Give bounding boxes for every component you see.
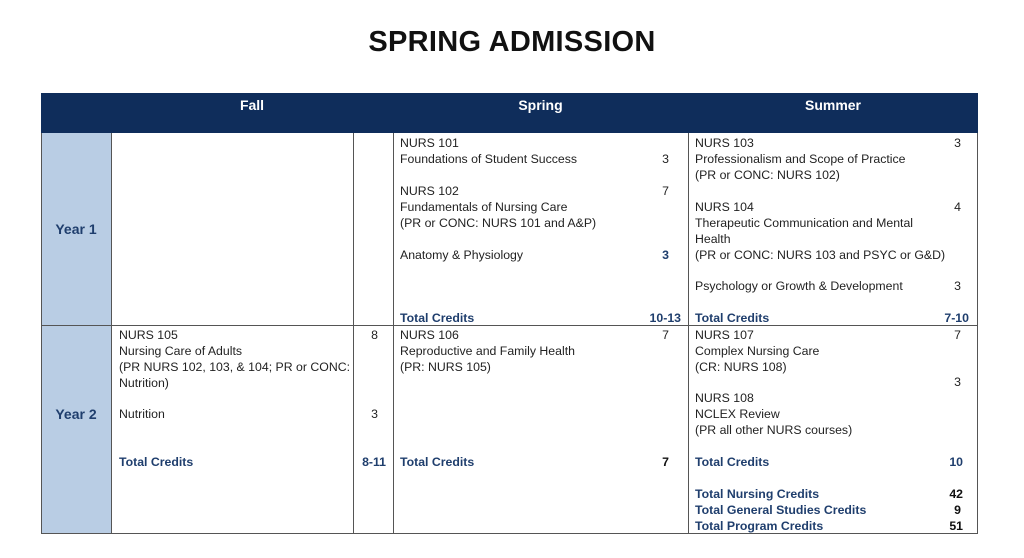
- total-credits-value: 10: [949, 455, 963, 469]
- course-code: NURS 101: [400, 136, 459, 150]
- course-credits: 3: [954, 375, 961, 389]
- course-code: NURS 107: [695, 328, 754, 342]
- course-name: Health: [695, 232, 731, 246]
- course-credits: 3: [662, 248, 669, 262]
- course-name: Anatomy & Physiology: [400, 248, 524, 262]
- course-requisite: (PR NURS 102, 103, & 104; PR or CONC:: [119, 360, 350, 374]
- total-nursing-credits-value: 42: [949, 487, 963, 501]
- total-credits-value: 7-10: [944, 311, 969, 325]
- course-credits: 7: [662, 328, 669, 342]
- course-requisite: Nutrition): [119, 376, 169, 390]
- grid-line: [688, 133, 689, 534]
- grid-line: [977, 133, 978, 534]
- total-program-credits-value: 51: [949, 519, 963, 533]
- course-name: Reproductive and Family Health: [400, 344, 575, 358]
- grid-line: [41, 133, 42, 534]
- grid-line: [393, 133, 394, 534]
- course-code: NURS 105: [119, 328, 178, 342]
- course-credits: 4: [954, 200, 961, 214]
- course-code: NURS 102: [400, 184, 459, 198]
- total-program-credits-label: Total Program Credits: [695, 519, 824, 533]
- course-name: Foundations of Student Success: [400, 152, 578, 166]
- course-credits: 3: [371, 407, 378, 421]
- header-spring: Spring: [518, 97, 563, 113]
- total-credits-value: 8-11: [362, 455, 386, 469]
- total-general-studies-credits-label: Total General Studies Credits: [695, 503, 867, 517]
- course-name: Fundamentals of Nursing Care: [400, 200, 568, 214]
- course-name: Complex Nursing Care: [695, 344, 820, 358]
- curriculum-table: [41, 133, 978, 534]
- header-fall: Fall: [239, 97, 265, 113]
- course-credits: 8: [371, 328, 378, 342]
- course-requisite: (PR all other NURS courses): [695, 423, 853, 437]
- total-credits-label: Total Credits: [695, 455, 770, 469]
- row-divider: [41, 325, 978, 326]
- course-requisite: (PR or CONC: NURS 103 and PSYC or G&D): [695, 248, 946, 262]
- grid-line: [111, 133, 112, 534]
- table-header: [41, 93, 978, 133]
- total-credits-value: 7: [662, 455, 669, 469]
- header-summer: Summer: [804, 97, 862, 113]
- year2-label: Year 2: [55, 406, 97, 422]
- total-nursing-credits-label: Total Nursing Credits: [695, 487, 820, 501]
- course-credits: 3: [954, 279, 961, 293]
- course-name: Psychology or Growth & Development: [695, 279, 903, 293]
- course-code: NURS 108: [695, 391, 754, 405]
- course-credits: 7: [662, 184, 669, 198]
- year1-label: Year 1: [55, 221, 97, 237]
- course-credits: 7: [954, 328, 961, 342]
- course-code: NURS 106: [400, 328, 459, 342]
- course-requisite: (PR or CONC: NURS 102): [695, 168, 840, 182]
- course-name: NCLEX Review: [695, 407, 780, 421]
- course-name: Professionalism and Scope of Practice: [695, 152, 906, 166]
- course-credits: 3: [662, 152, 669, 166]
- course-name: Nursing Care of Adults: [119, 344, 243, 358]
- course-requisite: (PR: NURS 105): [400, 360, 491, 374]
- course-code: NURS 104: [695, 200, 754, 214]
- total-credits-label: Total Credits: [400, 455, 475, 469]
- table-bottom-border: [41, 533, 978, 534]
- total-credits-label: Total Credits: [400, 311, 475, 325]
- total-general-studies-credits-value: 9: [954, 503, 961, 517]
- page-title: SPRING ADMISSION: [368, 26, 656, 58]
- course-code: NURS 103: [695, 136, 754, 150]
- course-requisite: (PR or CONC: NURS 101 and A&P): [400, 216, 597, 230]
- course-name: Therapeutic Communication and Mental: [695, 216, 914, 230]
- total-credits-label: Total Credits: [695, 311, 770, 325]
- total-credits-value: 10-13: [649, 311, 681, 325]
- year2-cell: [41, 326, 111, 534]
- total-credits-label: Total Credits: [119, 455, 194, 469]
- course-name: Nutrition: [119, 407, 165, 421]
- course-requisite: (CR: NURS 108): [695, 360, 787, 374]
- course-credits: 3: [954, 136, 961, 150]
